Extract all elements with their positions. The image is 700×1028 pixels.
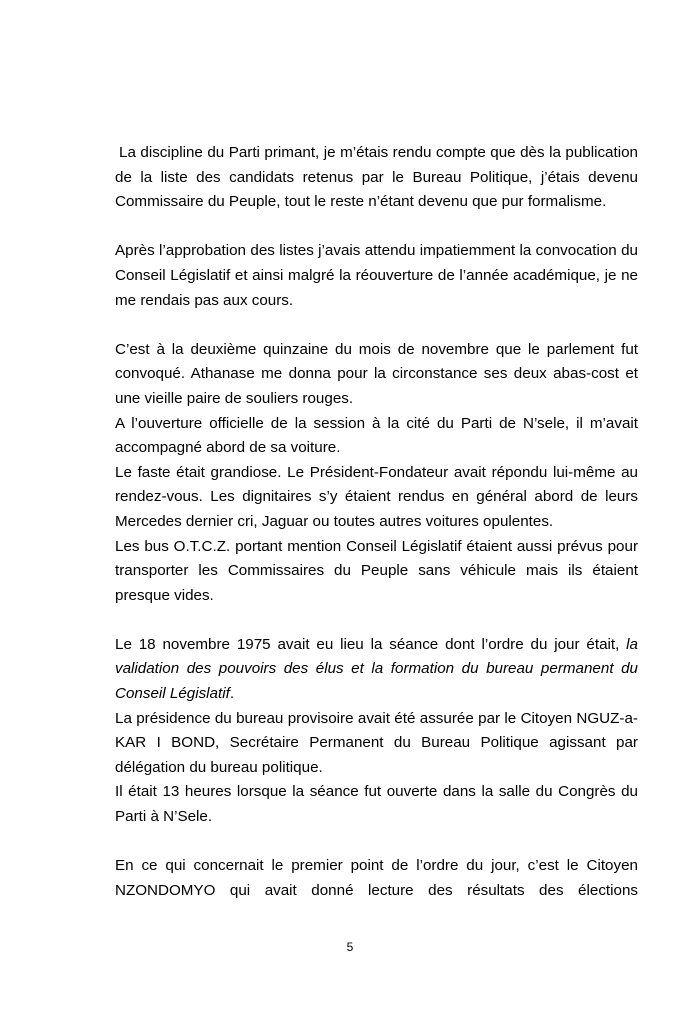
paragraph-session-opening: A l’ouverture officielle de la session à la cité du Parti de N’sele, il m’avait accompagné abord de sa voiture. [115,414,638,457]
agenda-period: . [229,685,235,703]
paragraph-session-time: Il était 13 heures lorsque la séance fut ouverte dans la salle du Congrès du Parti à N’Sele. [115,783,638,826]
paragraph-parliament-convened: C’est à la deuxième quinzaine du mois de novembre que le parlement fut convoqué. Athanase me donna pour la circonstance ses deux abas-cost et une vieille paire de souliers rouges. [115,340,638,407]
paragraph-provisional-bureau: La présidence du bureau provisoire avait été assurée par le Citoyen NGUZ-a-KAR I BOND, Secrétaire Permanent du Bureau Politique agissant par délégation du bureau politique. [115,709,638,776]
paragraph-first-agenda-item: En ce qui concernait le premier point de l’ordre du jour, c’est le Citoyen NZONDOMYO qui avait donné lecture des résultats des élections [115,857,638,899]
page-number: 5 [346,940,354,954]
session-date-text: Le 18 novembre 1975 avait eu lieu la séance dont l’ordre du jour était, [115,635,627,653]
document-body [115,141,638,903]
paragraph-buses: Les bus O.T.C.Z. portant mention Conseil Législatif étaient aussi prévus pour transporter les Commissaires du Peuple sans véhicule mais ils étaient presque vides. [115,537,638,604]
agenda-italic-text: la validation des pouvoirs des élus et la formation du bureau permanent du Conseil Législatif [115,635,638,703]
paragraph-list-approval: Après l’approbation des listes j’avais attendu impatiemment la convocation du Conseil Législatif et ainsi malgré la réouverture de l’année académique, je ne me rendais pas aux cours. [115,242,638,309]
paragraph-party-discipline: La discipline du Parti primant, je m’étais rendu compte que dès la publication de la liste des candidats retenus par le Bureau Politique, j’étais devenu Commissaire du Peuple, tout le reste n’étant devenu que pur formalisme. [115,144,638,211]
paragraph-ceremony-splendor: Le faste était grandiose. Le Président-Fondateur avait répondu lui-même au rendez-vous. Les dignitaires s’y étaient rendus en général abord de leurs Mercedes dernier cri, Jaguar ou toutes autres voitures opulentes. [115,463,638,530]
paragraph-session-date [115,633,638,707]
